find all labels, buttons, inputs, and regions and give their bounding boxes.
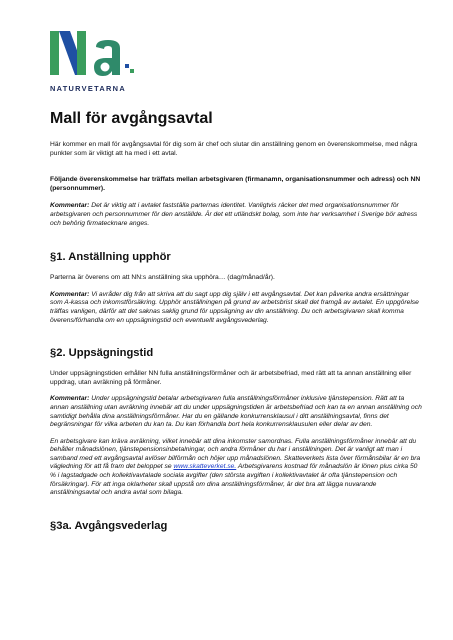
skatteverket-link[interactable]: www.skatteverket.se.	[173, 463, 237, 471]
comment-label: Kommentar:	[50, 202, 90, 210]
document-body	[50, 110, 422, 532]
section-2-text: Under uppsägningstiden erhåller NN fulla anställningsförmåner och är arbetsbefriad, med rätt att ta annan anställning eller uppdrag, utan avräkning på förmåner.	[50, 370, 412, 386]
section-2-heading: §2. Uppsägningstid	[50, 347, 154, 360]
paragraph-text: Arbetsgivarens kostnad för månadslön är lönen plus cirka 50 % i lagstadgade och kollektivavtalade sociala avgifter (den största avgiften i kollektivavtalet är ofta tjänstepension och försäkringar). För att inga oklarheter skall uppstå om dina anställningsförmåner, är det bra att lägga nuvarande anställningsavtal och andra avtal som bilaga.	[50, 463, 418, 497]
logo-wordmark: NATURVETARNA	[50, 84, 126, 93]
intro-paragraph: Här kommer en mall för avgångsavtal för dig som är chef och slutar din anställning genom en överenskommelse, med några punkter som är viktigt att ha med i ett avtal.	[50, 141, 418, 157]
comment-label: Kommentar:	[50, 395, 90, 403]
comment-text: Vi avråder dig från att skriva att du sagt upp dig själv i ett avgångsavtal. Det kan påverka andra ersättningar som A-kassa och inkomstförsäkring. Upphör anställningen på grund av arbetsbrist skall det framgå av avtalet. En uppgörelse träffas vanligen, därför att det saknas saklig grund för uppsägning av din anställning. Du och arbetsgivaren skall komma överens/förhandla om en uppsägningstid och eventuellt avgångsvederlag.	[50, 290, 419, 324]
section-1-text: Parterna är överens om att NN:s anställning ska upphöra… (dag/månad/år).	[50, 274, 275, 282]
section-2-comment	[50, 395, 422, 429]
section-1-comment	[50, 291, 422, 325]
parties-heading: Följande överenskommelse har träffats mellan arbetsgivaren (firmanamn, organisationsnummer och adress) och NN (personnummer).	[50, 176, 421, 192]
parties-comment	[50, 202, 422, 228]
comment-text: Under uppsägningstid betalar arbetsgivaren fulla anställningsförmåner inklusive tjänstepension. Rätt att ta annan anställning utan avräkning innebär att du under uppsägningstiden är arbetsbefriad och kan ta en annan anställning och samtidigt behålla dina anställningsförmåner. Har du en gällande konkurrensklausul i ditt anställningsavtal, finns det begränsningar för vilka arbeten du kan ta. Du kan förhandla bort hela konkurrensklausulen eller delar av den.	[50, 395, 422, 429]
section-2-paragraph-2	[50, 438, 422, 498]
paragraph-text: En arbetsgivare kan kräva avräkning, vilket innebär att dina inkomster samordnas. Fulla anställningsförmåner innebär att du behåller månadslönen, tjänstepensionsinbetalningar, och andra förmåner du har i anställningen. Det är vanligt att man i samband med ett avgångsavtal avlöser bilförmån och höjer upp månadslönen. Skatteverkets lista över förmånsbilar är en bra vägledning för att få fram det beloppet se	[50, 437, 421, 471]
comment-text: Det är viktig att i avtalet fastställa parternas identitet. Vanligtvis räcker det med organisationsnummer för arbetsgivaren och personnummer för den anställde. Är det ett utländskt bolag, som inte har verksamhet i Sverige bör adress och behörig firmatecknare anges.	[50, 202, 418, 227]
comment-label: Kommentar:	[50, 290, 90, 298]
section-3a-heading: §3a. Avgångsvederlag	[50, 519, 168, 532]
naturvetarna-logo	[50, 27, 136, 79]
document-title: Mall för avgångsavtal	[50, 110, 213, 127]
section-1-heading: §1. Anställning upphör	[50, 251, 171, 264]
